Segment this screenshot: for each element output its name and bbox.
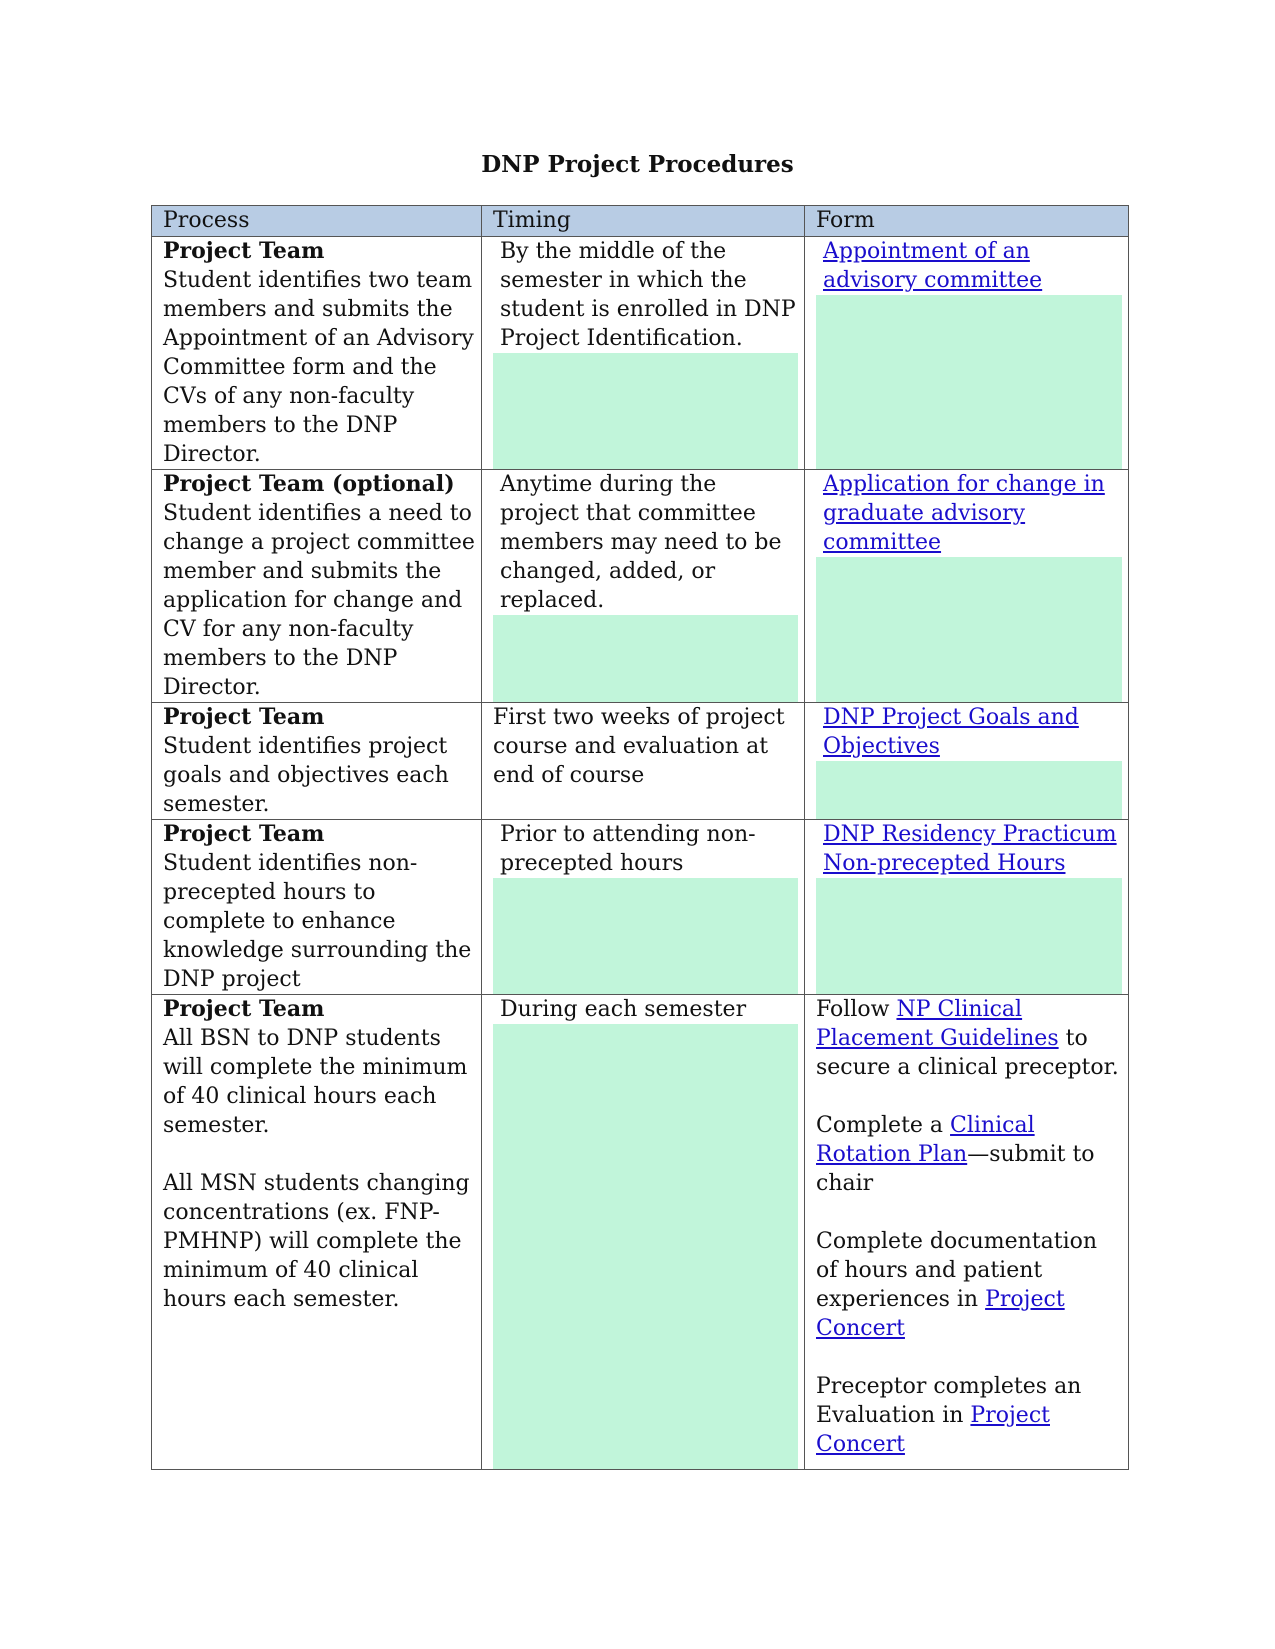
link-np-clinical-placement-guidelines[interactable]: NP Clinical Placement Guidelines [816, 997, 1059, 1051]
form-paragraph [816, 995, 1122, 1082]
link-clinical-rotation-plan[interactable]: Clinical Rotation Plan [816, 1113, 1035, 1167]
form-text: Complete a [816, 1113, 951, 1138]
process-title: Project Team [163, 996, 325, 1022]
table-row [152, 237, 1129, 470]
form-cell [805, 470, 1129, 703]
process-description: Student identifies project goals and objectives each semester. [163, 734, 449, 817]
form-paragraph [816, 1227, 1122, 1343]
header-form: Form [805, 206, 1129, 237]
highlight-fill [493, 1024, 798, 1469]
timing-text: During each semester [500, 997, 747, 1022]
highlight-fill [816, 878, 1122, 994]
process-title: Project Team (optional) [163, 471, 455, 497]
form-paragraph [816, 1372, 1122, 1459]
process-cell [152, 995, 482, 1470]
table-row [152, 995, 1129, 1470]
form-link-change-committee[interactable]: Application for change in graduate advisory committee [823, 472, 1105, 555]
process-description: Student identifies non-precepted hours to complete to enhance knowledge surrounding the DNP project [163, 851, 472, 992]
link-project-concert-evaluation[interactable]: Project Concert [816, 1403, 1050, 1457]
process-title: Project Team [163, 821, 325, 847]
form-link-advisory-committee[interactable]: Appointment of an advisory committee [823, 239, 1043, 293]
form-paragraph [816, 1111, 1122, 1198]
timing-cell [482, 470, 805, 703]
process-cell [152, 470, 482, 703]
table-row [152, 470, 1129, 703]
header-process: Process [152, 206, 482, 237]
highlight-fill [816, 295, 1122, 469]
process-title: Project Team [163, 238, 325, 264]
form-cell [805, 995, 1129, 1470]
form-text: Preceptor completes an Evaluation in [816, 1374, 1082, 1428]
process-description: Student identifies a need to change a project committee member and submits the application for change and CV for any non-faculty members to the DNP Director. [163, 501, 475, 700]
form-text: Complete documentation of hours and patient experiences in [816, 1229, 1098, 1312]
form-cell [805, 703, 1129, 820]
timing-text: First two weeks of project course and evaluation at end of course [493, 705, 785, 788]
form-link-goals-objectives[interactable]: DNP Project Goals and Objectives [823, 705, 1079, 759]
table-header-row [152, 206, 1129, 237]
form-text: to secure a clinical preceptor. [816, 1026, 1119, 1080]
highlight-fill [816, 761, 1122, 819]
procedures-table [151, 205, 1129, 1470]
timing-text: Anytime during the project that committee members may need to be changed, added, or replaced. [500, 472, 782, 613]
page-title: DNP Project Procedures [481, 151, 794, 178]
form-text: Follow [816, 997, 897, 1022]
link-project-concert[interactable]: Project Concert [816, 1287, 1065, 1341]
process-title: Project Team [163, 704, 325, 730]
timing-cell [482, 237, 805, 470]
highlight-fill [493, 353, 798, 469]
form-link-residency-practicum[interactable]: DNP Residency Practicum Non-precepted Hours [823, 822, 1117, 876]
timing-cell [482, 995, 805, 1470]
highlight-fill [816, 557, 1122, 702]
highlight-fill [493, 878, 798, 994]
process-cell [152, 703, 482, 820]
timing-text: By the middle of the semester in which the student is enrolled in DNP Project Identification. [500, 239, 796, 351]
process-description: All BSN to DNP students will complete the minimum of 40 clinical hours each semester. [163, 1026, 468, 1138]
process-cell [152, 820, 482, 995]
table-row [152, 820, 1129, 995]
timing-text: Prior to attending non-precepted hours [500, 822, 756, 876]
process-cell [152, 237, 482, 470]
process-description-msn: All MSN students changing concentrations (ex. FNP-PMHNP) will complete the minimum of 40 clinical hours each semester. [163, 1171, 470, 1312]
header-timing: Timing [482, 206, 805, 237]
highlight-fill [493, 615, 798, 702]
timing-cell [482, 703, 805, 820]
timing-cell [482, 820, 805, 995]
form-text: —submit to chair [816, 1142, 1095, 1196]
table-row [152, 703, 1129, 820]
form-cell [805, 237, 1129, 470]
process-description: Student identifies two team members and submits the Appointment of an Advisory Committee form and the CVs of any non-faculty members to the DNP Director. [163, 268, 474, 467]
form-cell [805, 820, 1129, 995]
